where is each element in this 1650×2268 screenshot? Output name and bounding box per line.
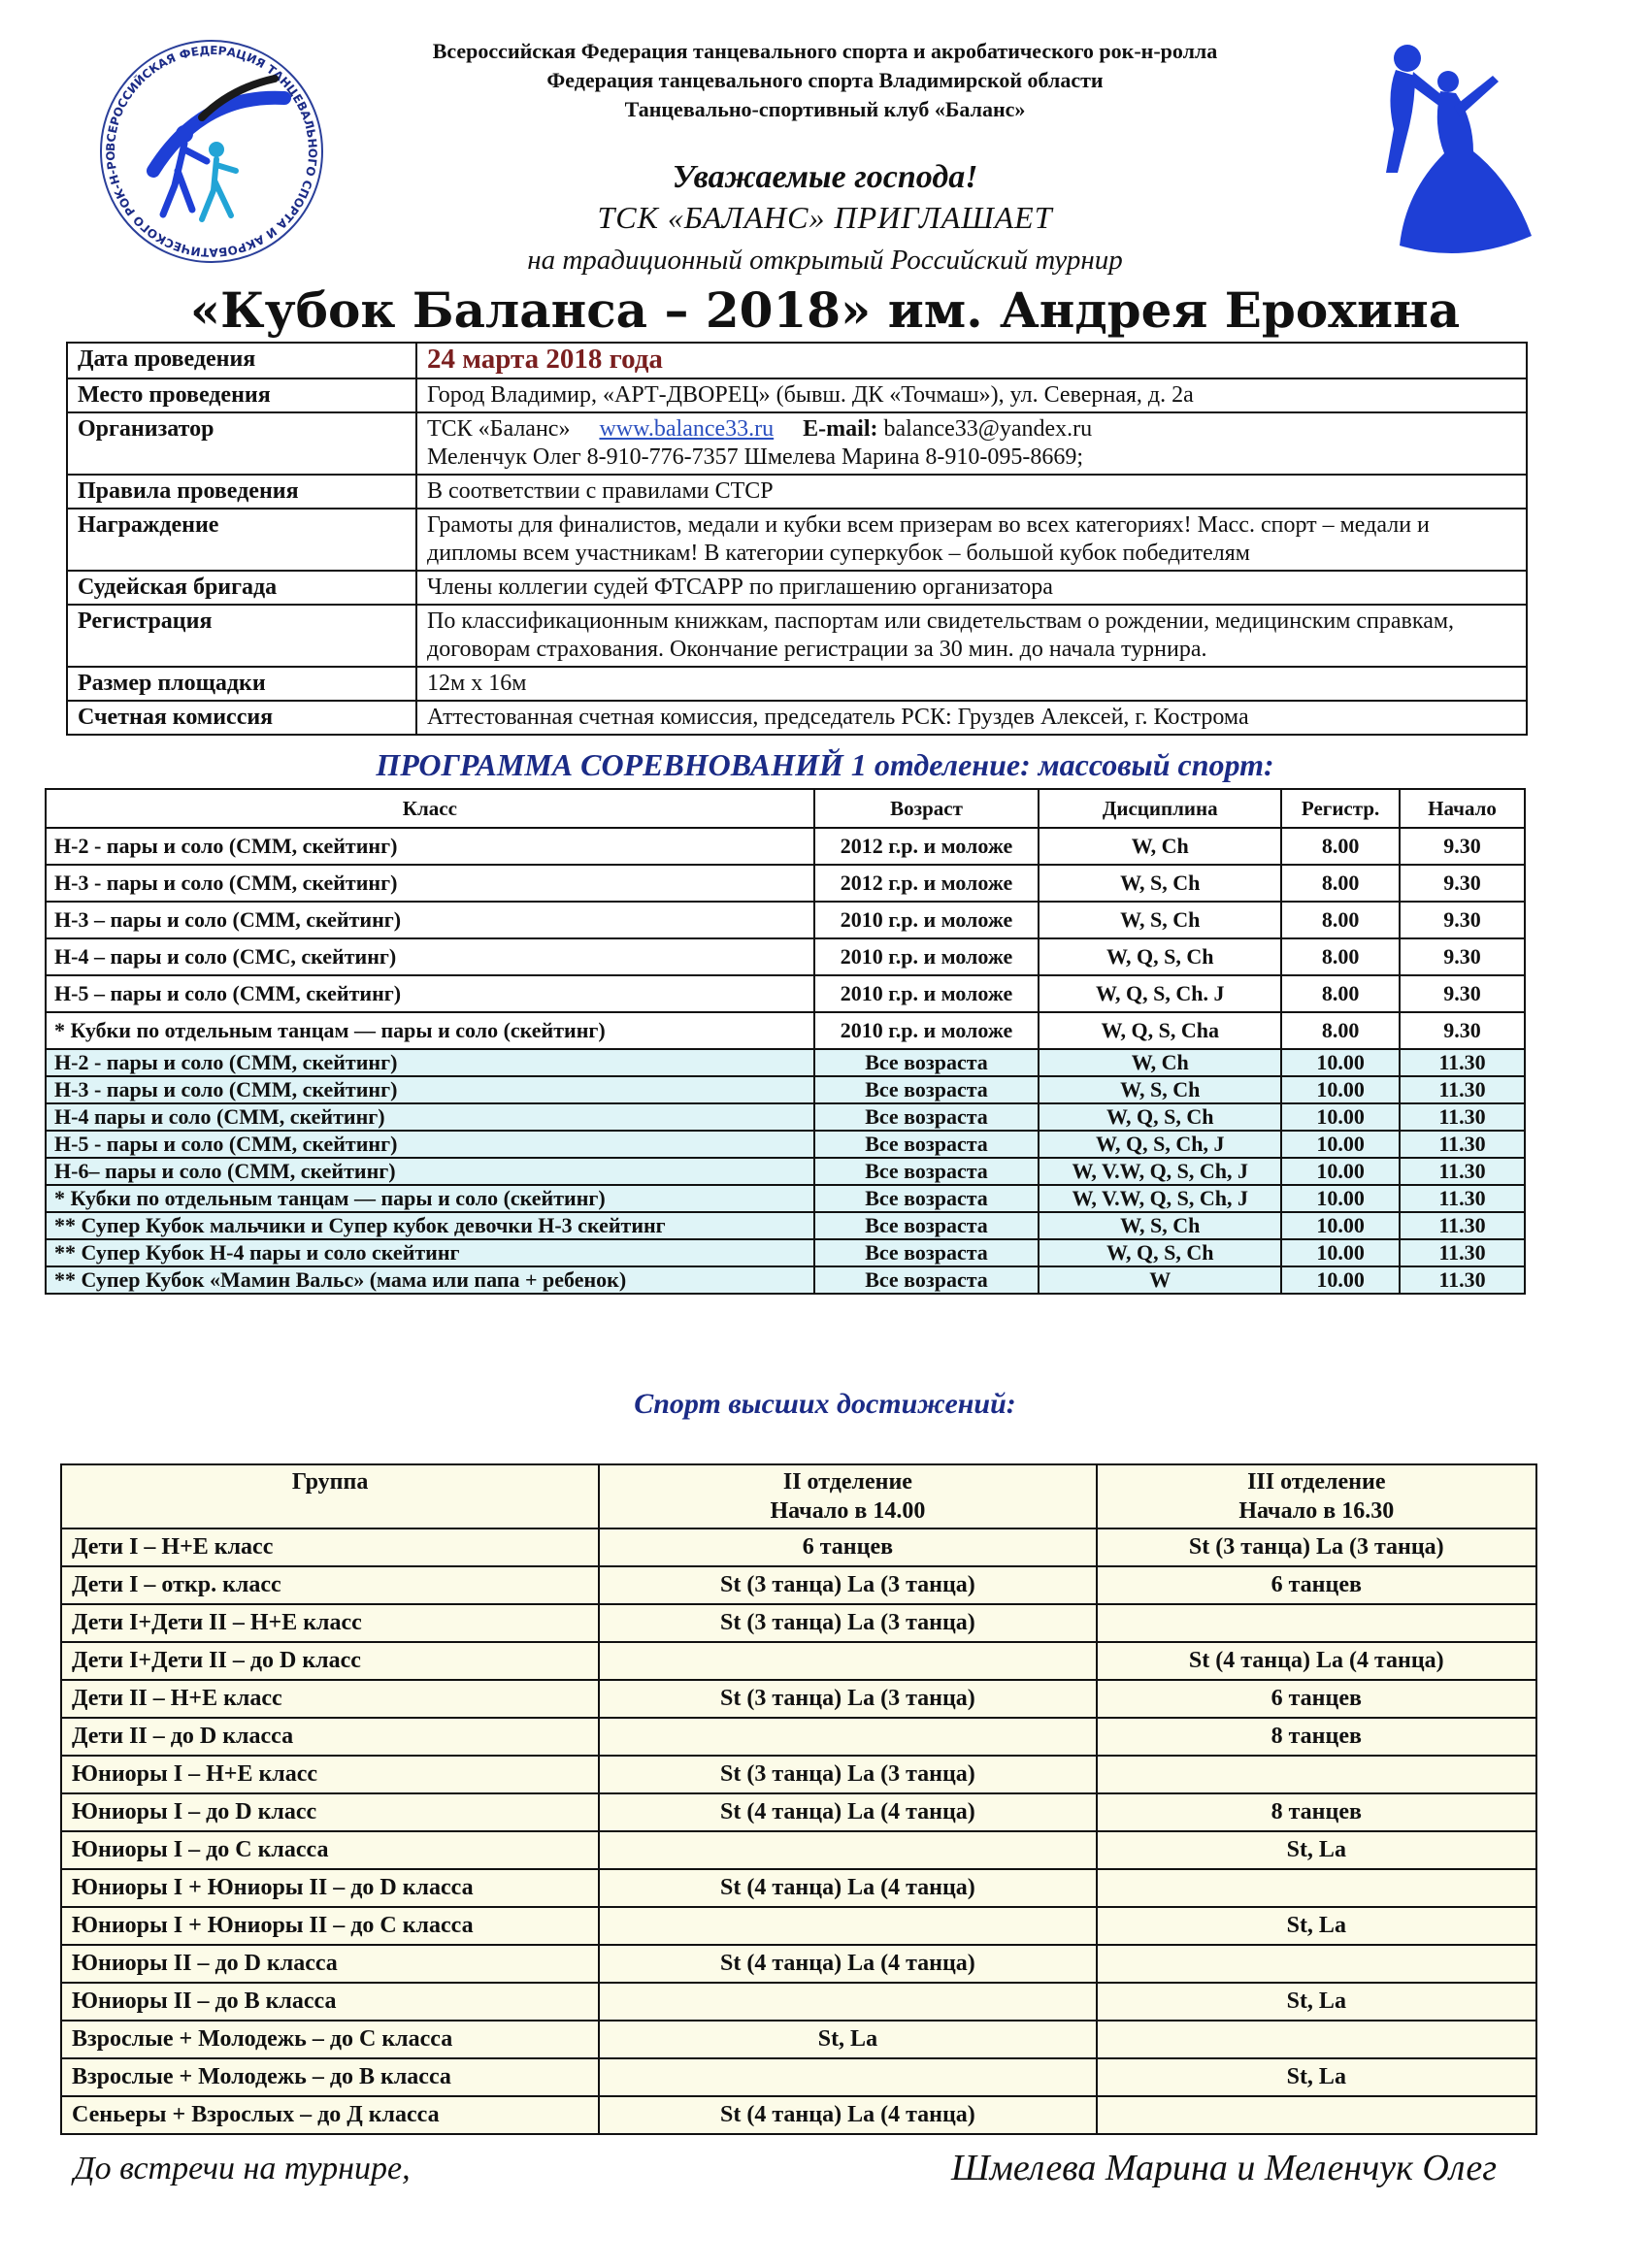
table-cell: Н-4 пары и соло (СММ, скейтинг) (46, 1103, 814, 1131)
table-row (61, 1528, 1536, 1566)
table-row (46, 902, 1525, 938)
table-cell: 2010 г.р. и моложе (814, 902, 1040, 938)
table-cell: 11.30 (1400, 1212, 1525, 1239)
table-cell: Все возраста (814, 1158, 1040, 1185)
table-row (61, 2058, 1536, 2096)
federation-logo-icon (85, 25, 338, 278)
table-row (61, 1793, 1536, 1831)
table-cell: W, Q, S, Ch (1039, 938, 1281, 975)
table-cell: * Кубки по отдельным танцам — пары и соло (скейтинг) (46, 1185, 814, 1212)
mass-sport-table (45, 788, 1526, 1295)
table-cell: 9.30 (1400, 975, 1525, 1012)
table-cell: 11.30 (1400, 1049, 1525, 1076)
table-cell: 8.00 (1281, 865, 1400, 902)
table-cell: St (3 танца) La (3 танца) (599, 1566, 1096, 1604)
table-cell (1097, 1756, 1536, 1793)
info-label: Дата проведения (67, 343, 416, 378)
federation-logo (85, 25, 338, 278)
table-cell: 10.00 (1281, 1158, 1400, 1185)
table-row (61, 1756, 1536, 1793)
invite-line: ТСК «БАЛАНС» ПРИГЛАШАЕТ (597, 200, 1053, 235)
table-cell: 8.00 (1281, 902, 1400, 938)
org-line-1: Всероссийская Федерация танцевального спорта и акробатического рок-н-ролла (432, 39, 1218, 63)
table-row (61, 1680, 1536, 1718)
table-cell: W, Ch (1039, 1049, 1281, 1076)
table-cell: Все возраста (814, 1239, 1040, 1266)
table-cell: Н-3 - пары и соло (СММ, скейтинг) (46, 865, 814, 902)
table-cell: W, Q, S, Ch, J (1039, 1131, 1281, 1158)
footer-signature: Шмелева Марина и Меленчук Олег (951, 2148, 1498, 2188)
table-cell: Н-6– пары и соло (СММ, скейтинг) (46, 1158, 814, 1185)
table-cell: 9.30 (1400, 828, 1525, 865)
table-header-row (61, 1464, 1536, 1528)
header-organizations (320, 37, 1330, 124)
table-cell: St, La (1097, 2058, 1536, 2096)
table-cell: 6 танцев (1097, 1680, 1536, 1718)
column-header: Группа (61, 1464, 599, 1528)
column-header-line: Начало в 16.30 (1238, 1498, 1395, 1524)
table-cell: 10.00 (1281, 1185, 1400, 1212)
table-cell: 10.00 (1281, 1212, 1400, 1239)
table-cell: St (3 танца) La (3 танца) (1097, 1528, 1536, 1566)
info-value: В соответствии с правилами СТСР (416, 475, 1527, 509)
table-cell: W, V.W, Q, S, Ch, J (1039, 1158, 1281, 1185)
table-cell: 11.30 (1400, 1266, 1525, 1294)
table-cell: 10.00 (1281, 1049, 1400, 1076)
table-row (46, 1103, 1525, 1131)
table-cell: ** Супер Кубок мальчики и Супер кубок девочки Н-3 скейтинг (46, 1212, 814, 1239)
table-row (61, 1566, 1536, 1604)
table-cell: 9.30 (1400, 938, 1525, 975)
table-cell: 11.30 (1400, 1131, 1525, 1158)
table-cell: * Кубки по отдельным танцам — пары и соло (скейтинг) (46, 1012, 814, 1049)
table-cell: 10.00 (1281, 1239, 1400, 1266)
table-cell: 8.00 (1281, 938, 1400, 975)
table-cell: Дети II – Н+Е класс (61, 1680, 599, 1718)
dancers-silhouette (1347, 37, 1541, 270)
table-cell: W, Ch (1039, 828, 1281, 865)
info-row-organizer (67, 412, 1527, 475)
table-cell: 11.30 (1400, 1158, 1525, 1185)
info-row-rules (67, 475, 1527, 509)
table-cell: St, La (1097, 1907, 1536, 1945)
info-label: Награждение (67, 509, 416, 571)
table-cell: 8 танцев (1097, 1718, 1536, 1756)
table-cell: Дети I – откр. класс (61, 1566, 599, 1604)
info-value (416, 343, 1527, 378)
program-title: ПРОГРАММА СОРЕВНОВАНИЙ 1 отделение: массовый спорт: (376, 747, 1274, 782)
table-cell: W, V.W, Q, S, Ch, J (1039, 1185, 1281, 1212)
table-cell: Дети I+Дети II – Н+Е класс (61, 1604, 599, 1642)
mass-table-body (46, 828, 1525, 1294)
table-cell: St (4 танца) La (4 танца) (599, 1869, 1096, 1907)
footer-farewell: До встречи на турнире, (74, 2151, 411, 2186)
table-cell: Все возраста (814, 1131, 1040, 1158)
column-header-line: Начало в 14.00 (770, 1498, 926, 1524)
table-cell: Юниоры I + Юниоры II – до D класса (61, 1869, 599, 1907)
table-cell: 2010 г.р. и моложе (814, 1012, 1040, 1049)
table-cell: Н-5 – пары и соло (СММ, скейтинг) (46, 975, 814, 1012)
table-row (46, 1158, 1525, 1185)
table-row (61, 1831, 1536, 1869)
table-row (46, 1185, 1525, 1212)
invite-subline: на традиционный открытый Российский турнир (527, 245, 1123, 276)
table-cell: Взрослые + Молодежь – до С класса (61, 2021, 599, 2058)
table-cell (599, 1983, 1096, 2021)
table-cell: Юниоры II – до В класса (61, 1983, 599, 2021)
table-cell: Н-4 – пары и соло (СМС, скейтинг) (46, 938, 814, 975)
table-cell: Сеньеры + Взрослых – до Д класса (61, 2096, 599, 2134)
date-value: 24 марта 2018 года (427, 344, 663, 375)
table-cell: Все возраста (814, 1212, 1040, 1239)
table-row (61, 2021, 1536, 2058)
info-value: Аттестованная счетная комиссия, председатель РСК: Груздев Алексей, г. Кострома (416, 701, 1527, 735)
table-row (61, 1907, 1536, 1945)
info-table (66, 342, 1528, 736)
table-cell: 10.00 (1281, 1131, 1400, 1158)
column-header (599, 1464, 1096, 1528)
table-cell: 8 танцев (1097, 1793, 1536, 1831)
info-value: 12м х 16м (416, 667, 1527, 701)
info-value: Члены коллегии судей ФТСАРР по приглашению организатора (416, 571, 1527, 605)
table-row (61, 1718, 1536, 1756)
table-cell: 9.30 (1400, 1012, 1525, 1049)
table-cell: W, Q, S, Ch. J (1039, 975, 1281, 1012)
table-cell: Все возраста (814, 1266, 1040, 1294)
table-cell: 11.30 (1400, 1103, 1525, 1131)
org-line-2: Федерация танцевального спорта Владимирской области (546, 68, 1104, 92)
info-label: Счетная комиссия (67, 701, 416, 735)
column-header: Дисциплина (1039, 789, 1281, 828)
table-cell: Дети I+Дети II – до D класс (61, 1642, 599, 1680)
table-cell: Все возраста (814, 1076, 1040, 1103)
info-label: Судейская бригада (67, 571, 416, 605)
table-cell: 11.30 (1400, 1239, 1525, 1266)
high-sport-table (60, 1463, 1537, 2135)
organizer-contacts: Меленчук Олег 8-910-776-7357 Шмелева Марина 8-910-095-8669; (427, 444, 1083, 470)
table-row (46, 1076, 1525, 1103)
table-row (46, 828, 1525, 865)
table-cell: St (4 танца) La (4 танца) (599, 1793, 1096, 1831)
table-row (46, 975, 1525, 1012)
table-cell: W, Q, S, Ch (1039, 1103, 1281, 1131)
table-cell: 2012 г.р. и моложе (814, 828, 1040, 865)
table-cell: ** Супер Кубок «Мамин Вальс» (мама или папа + ребенок) (46, 1266, 814, 1294)
table-cell: 10.00 (1281, 1076, 1400, 1103)
info-row-date (67, 343, 1527, 378)
table-row (46, 1131, 1525, 1158)
table-cell (1097, 2021, 1536, 2058)
info-row-counting (67, 701, 1527, 735)
info-label: Регистрация (67, 605, 416, 667)
column-header: Класс (46, 789, 814, 828)
table-cell: 6 танцев (599, 1528, 1096, 1566)
table-cell: Н-3 – пары и соло (СММ, скейтинг) (46, 902, 814, 938)
table-row (61, 1642, 1536, 1680)
table-cell: ** Супер Кубок Н-4 пары и соло скейтинг (46, 1239, 814, 1266)
table-cell: 10.00 (1281, 1103, 1400, 1131)
organizer-club: ТСК «Баланс» (427, 416, 571, 442)
table-cell: Юниоры I – Н+Е класс (61, 1756, 599, 1793)
table-row (61, 2096, 1536, 2134)
tournament-title: «Кубок Баланса – 2018» им. Андрея Ерохина (189, 281, 1461, 339)
table-cell: 11.30 (1400, 1076, 1525, 1103)
info-value: По классификационным книжкам, паспортам или свидетельствам о рождении, медицинским справкам, договорам страхования. Окончание регистрации за 30 мин. до начала турнира. (416, 605, 1527, 667)
column-header-line: III отделение (1247, 1469, 1386, 1495)
table-cell: 6 танцев (1097, 1566, 1536, 1604)
table-cell: Н-2 - пары и соло (СММ, скейтинг) (46, 1049, 814, 1076)
table-cell: Взрослые + Молодежь – до В класса (61, 2058, 599, 2096)
table-row (46, 1212, 1525, 1239)
svg-text:ВСЕРОССИЙСКАЯ ФЕДЕРАЦИЯ ТАНЦЕВ: ВСЕРОССИЙСКАЯ ФЕДЕРАЦИЯ ТАНЦЕВАЛЬНОГО СПОРТА И АКРОБАТИЧЕСКОГО РОК-Н-РО (103, 43, 320, 260)
dancers-icon (1347, 37, 1541, 270)
table-cell: 8.00 (1281, 1012, 1400, 1049)
org-line-3: Танцевально-спортивный клуб «Баланс» (624, 97, 1026, 121)
table-cell: Юниоры I – до С класса (61, 1831, 599, 1869)
table-row (46, 1239, 1525, 1266)
table-row (61, 1604, 1536, 1642)
table-row (46, 1012, 1525, 1049)
email-label: E-mail: (803, 416, 878, 442)
table-cell: Дети II – до D класса (61, 1718, 599, 1756)
table-cell: Юниоры I + Юниоры II – до С класса (61, 1907, 599, 1945)
column-header (1097, 1464, 1536, 1528)
table-cell: 8.00 (1281, 828, 1400, 865)
table-row (46, 938, 1525, 975)
table-cell: Все возраста (814, 1049, 1040, 1076)
info-row-award (67, 509, 1527, 571)
table-cell: 9.30 (1400, 902, 1525, 938)
table-cell: W, S, Ch (1039, 1212, 1281, 1239)
table-header-row (46, 789, 1525, 828)
table-cell: 9.30 (1400, 865, 1525, 902)
table-cell (1097, 1604, 1536, 1642)
table-cell (599, 1831, 1096, 1869)
high-sport-table-body (61, 1528, 1536, 2134)
info-row-floor (67, 667, 1527, 701)
table-cell: St (4 танца) La (4 танца) (599, 1945, 1096, 1983)
table-cell: St (3 танца) La (3 танца) (599, 1756, 1096, 1793)
info-label: Организатор (67, 412, 416, 475)
table-cell: Н-3 - пары и соло (СММ, скейтинг) (46, 1076, 814, 1103)
table-cell: W, S, Ch (1039, 865, 1281, 902)
table-cell: St, La (1097, 1831, 1536, 1869)
high-sport-title: Спорт высших достижений: (634, 1388, 1016, 1420)
table-cell: Н-2 - пары и соло (СММ, скейтинг) (46, 828, 814, 865)
table-row (46, 865, 1525, 902)
table-cell: 8.00 (1281, 975, 1400, 1012)
table-row (61, 1869, 1536, 1907)
info-value: Город Владимир, «АРТ-ДВОРЕЦ» (бывш. ДК «Точмаш»), ул. Северная, д. 2а (416, 378, 1527, 412)
info-label: Размер площадки (67, 667, 416, 701)
column-header: Регистр. (1281, 789, 1400, 828)
table-cell: Дети I – Н+Е класс (61, 1528, 599, 1566)
info-label: Место проведения (67, 378, 416, 412)
info-row-place (67, 378, 1527, 412)
table-cell: 2010 г.р. и моложе (814, 938, 1040, 975)
table-cell: W, Q, S, Ch (1039, 1239, 1281, 1266)
column-header: Начало (1400, 789, 1525, 828)
table-cell: 2010 г.р. и моложе (814, 975, 1040, 1012)
table-cell: 2012 г.р. и моложе (814, 865, 1040, 902)
table-cell: W, Q, S, Cha (1039, 1012, 1281, 1049)
table-cell: St (4 танца) La (4 танца) (599, 2096, 1096, 2134)
table-cell: W (1039, 1266, 1281, 1294)
table-cell: 10.00 (1281, 1266, 1400, 1294)
table-cell: St (3 танца) La (3 танца) (599, 1604, 1096, 1642)
info-row-registration (67, 605, 1527, 667)
organizer-email[interactable]: balance33@yandex.ru (883, 416, 1093, 442)
table-row (46, 1266, 1525, 1294)
table-cell: Все возраста (814, 1103, 1040, 1131)
table-cell: Н-5 - пары и соло (СММ, скейтинг) (46, 1131, 814, 1158)
table-cell (1097, 1945, 1536, 1983)
table-cell: 11.30 (1400, 1185, 1525, 1212)
table-cell (1097, 2096, 1536, 2134)
organizer-site-link[interactable]: www.balance33.ru (599, 416, 775, 442)
table-row (46, 1049, 1525, 1076)
table-row (61, 1983, 1536, 2021)
info-label: Правила проведения (67, 475, 416, 509)
table-cell (599, 2058, 1096, 2096)
table-cell: W, S, Ch (1039, 1076, 1281, 1103)
table-cell (599, 1718, 1096, 1756)
table-cell: St (4 танца) La (4 танца) (1097, 1642, 1536, 1680)
column-header: Возраст (814, 789, 1040, 828)
table-cell: Все возраста (814, 1185, 1040, 1212)
table-row (61, 1945, 1536, 1983)
table-cell (599, 1642, 1096, 1680)
table-cell: St, La (599, 2021, 1096, 2058)
table-cell: Юниоры II – до D класса (61, 1945, 599, 1983)
table-cell (1097, 1869, 1536, 1907)
table-cell: W, S, Ch (1039, 902, 1281, 938)
greeting: Уважаемые господа! (672, 159, 978, 195)
table-cell: Юниоры I – до D класс (61, 1793, 599, 1831)
info-value: Грамоты для финалистов, медали и кубки всем призерам во всех категориях! Масс. спорт – медали и дипломы всем участникам! В категории суперкубок – большой кубок победителям (416, 509, 1527, 571)
table-cell (599, 1907, 1096, 1945)
table-cell: St (3 танца) La (3 танца) (599, 1680, 1096, 1718)
info-row-judges (67, 571, 1527, 605)
table-cell: St, La (1097, 1983, 1536, 2021)
info-value (416, 412, 1527, 475)
column-header-line: II отделение (782, 1469, 912, 1495)
